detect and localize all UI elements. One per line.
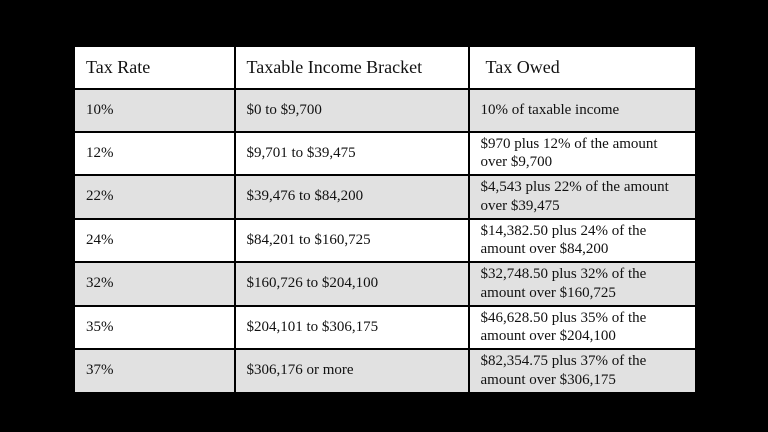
tax-rate-cell: 24%: [74, 219, 235, 263]
tax-rate-cell: 12%: [74, 132, 235, 176]
tax-owed-cell: $14,382.50 plus 24% of the amount over $84,200: [469, 219, 697, 263]
income-bracket-cell: $9,701 to $39,475: [235, 132, 469, 176]
tax-owed-cell: 10% of taxable income: [469, 89, 697, 132]
table-row: [74, 219, 697, 263]
tax-owed-cell: $32,748.50 plus 32% of the amount over $160,725: [469, 262, 697, 306]
table-row: [74, 349, 697, 393]
table-row: [74, 89, 697, 132]
income-bracket-cell: $204,101 to $306,175: [235, 306, 469, 350]
header-taxable-income-bracket: Taxable Income Bracket: [235, 46, 469, 89]
header-row: [74, 46, 697, 89]
income-bracket-cell: $0 to $9,700: [235, 89, 469, 132]
table-row: [74, 262, 697, 306]
header-tax-rate: Tax Rate: [74, 46, 235, 89]
income-bracket-cell: $306,176 or more: [235, 349, 469, 393]
tax-owed-cell: $970 plus 12% of the amount over $9,700: [469, 132, 697, 176]
tax-rate-cell: 10%: [74, 89, 235, 132]
table-row: [74, 132, 697, 176]
tax-owed-cell: $4,543 plus 22% of the amount over $39,475: [469, 175, 697, 219]
income-bracket-cell: $39,476 to $84,200: [235, 175, 469, 219]
header-tax-owed: Tax Owed: [469, 46, 697, 89]
table-row: [74, 306, 697, 350]
income-bracket-cell: $84,201 to $160,725: [235, 219, 469, 263]
tax-owed-cell: $46,628.50 plus 35% of the amount over $204,100: [469, 306, 697, 350]
tax-rate-cell: 32%: [74, 262, 235, 306]
tax-rate-cell: 35%: [74, 306, 235, 350]
tax-rate-cell: 22%: [74, 175, 235, 219]
table-row: [74, 175, 697, 219]
income-bracket-cell: $160,726 to $204,100: [235, 262, 469, 306]
tax-rate-cell: 37%: [74, 349, 235, 393]
tax-bracket-table: [72, 44, 698, 395]
tax-owed-cell: $82,354.75 plus 37% of the amount over $306,175: [469, 349, 697, 393]
